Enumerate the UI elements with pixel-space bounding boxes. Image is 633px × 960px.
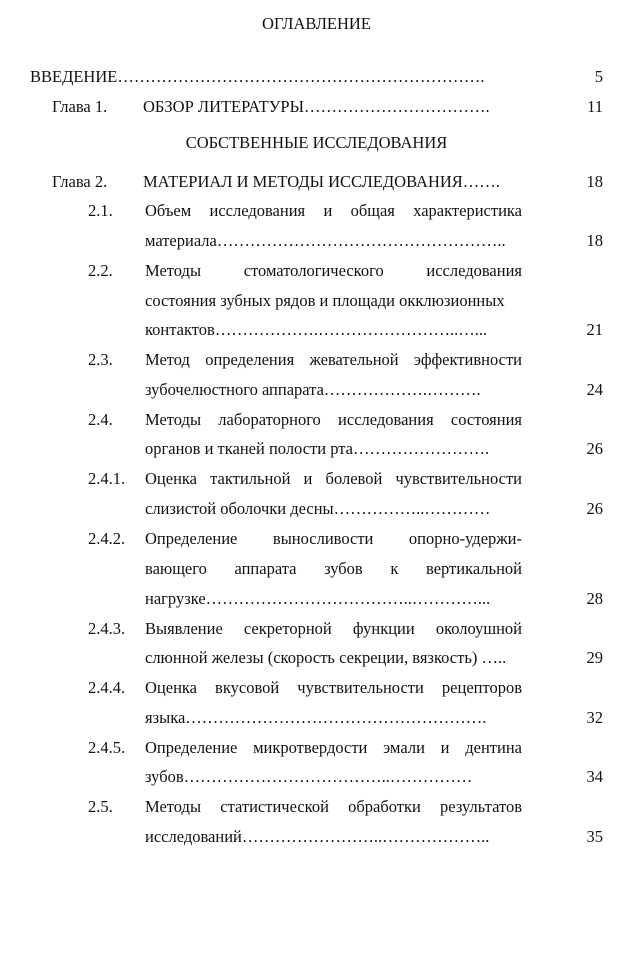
toc-entry-line: Объем исследования и общая характеристика bbox=[145, 201, 522, 220]
toc-entry-number: 2.2. bbox=[88, 261, 113, 280]
toc-entry-page: 32 bbox=[586, 708, 603, 727]
toc-entry-number: 2.4. bbox=[88, 410, 113, 429]
toc-entry-line: Методы статистической обработки результатов bbox=[145, 797, 522, 816]
chapter1-title: ОБЗОР ЛИТЕРАТУРЫ……………………………. bbox=[143, 97, 490, 116]
toc-entry-number: 2.4.5. bbox=[88, 738, 126, 757]
toc-entry-line: состояния зубных рядов и площади окклюзионных bbox=[145, 291, 505, 310]
toc-entry-number: 2.4.3. bbox=[88, 619, 126, 638]
toc-entry-page: 28 bbox=[586, 589, 603, 608]
toc-entry-line: Выявление секреторной функции околоушной bbox=[145, 619, 522, 638]
toc-entry-line: контактов……………….……………………..…... bbox=[145, 320, 488, 339]
toc-entry-number: 2.1. bbox=[88, 201, 113, 220]
toc-entry-number: 2.3. bbox=[88, 350, 113, 369]
toc-entry-number: 2.4.2. bbox=[88, 529, 126, 548]
toc-entry-line: слюнной железы (скорость секреции, вязкость) ….. bbox=[145, 648, 507, 667]
toc-entry-line: Методы лабораторного исследования состояния bbox=[145, 410, 522, 429]
toc-entry-line: органов и тканей полости рта……………………. bbox=[145, 439, 490, 458]
toc-entry-line: слизистой оболочки десны……………..………… bbox=[145, 499, 491, 518]
toc-entry-line: Методы стоматологического исследования bbox=[145, 261, 522, 280]
toc-entry-line: языка………………………………………………. bbox=[145, 708, 487, 727]
toc-entry-line: Оценка тактильной и болевой чувствительности bbox=[145, 469, 522, 488]
toc-entry-number: 2.4.4. bbox=[88, 678, 126, 697]
chapter1-label: Глава 1. bbox=[52, 97, 108, 116]
toc-entry-page: 29 bbox=[586, 648, 603, 667]
toc-intro-text: ВВЕДЕНИЕ…………………………………………………………. bbox=[30, 67, 485, 86]
chapter2-title: МАТЕРИАЛ И МЕТОДЫ ИССЛЕДОВАНИЯ……. bbox=[143, 172, 500, 191]
chapter2-page: 18 bbox=[586, 172, 603, 191]
toc-entry-line: исследований……………………..……………….. bbox=[145, 827, 490, 846]
section-heading: СОБСТВЕННЫЕ ИССЛЕДОВАНИЯ bbox=[185, 133, 448, 152]
toc-entry-number: 2.5. bbox=[88, 797, 113, 816]
toc-entry-line: вающего аппарата зубов к вертикальной bbox=[145, 559, 522, 578]
toc-entry-line: зубов………………………………..…………… bbox=[145, 767, 473, 786]
toc-entry-page: 26 bbox=[586, 499, 603, 518]
chapter2-label: Глава 2. bbox=[52, 172, 108, 191]
toc-entry-page: 24 bbox=[586, 380, 603, 399]
toc-entry-page: 35 bbox=[586, 827, 603, 846]
toc-entry-line: Определение микротвердости эмали и дентина bbox=[145, 738, 522, 757]
toc-entry-number: 2.4.1. bbox=[88, 469, 126, 488]
toc-entry-page: 26 bbox=[586, 439, 603, 458]
toc-entry-line: нагрузке………………………………..…………... bbox=[145, 589, 491, 608]
toc-entry-line: материала…………………………………………….. bbox=[145, 231, 506, 250]
toc-entry-line: Оценка вкусовой чувствительности рецепторов bbox=[145, 678, 522, 697]
toc-entry-page: 34 bbox=[586, 767, 603, 786]
toc-entry-line: Метод определения жевательной эффективности bbox=[145, 350, 522, 369]
toc-entry-page: 18 bbox=[586, 231, 603, 250]
chapter1-page: 11 bbox=[587, 97, 603, 116]
toc-entry-line: Определение выносливости опорно-удержи- bbox=[145, 529, 522, 548]
toc-entry-line: зубочелюстного аппарата……………….………. bbox=[145, 380, 481, 399]
toc-title: ОГЛАВЛЕНИЕ bbox=[262, 14, 371, 33]
toc-intro-page: 5 bbox=[594, 67, 603, 86]
toc-entry-page: 21 bbox=[586, 320, 603, 339]
